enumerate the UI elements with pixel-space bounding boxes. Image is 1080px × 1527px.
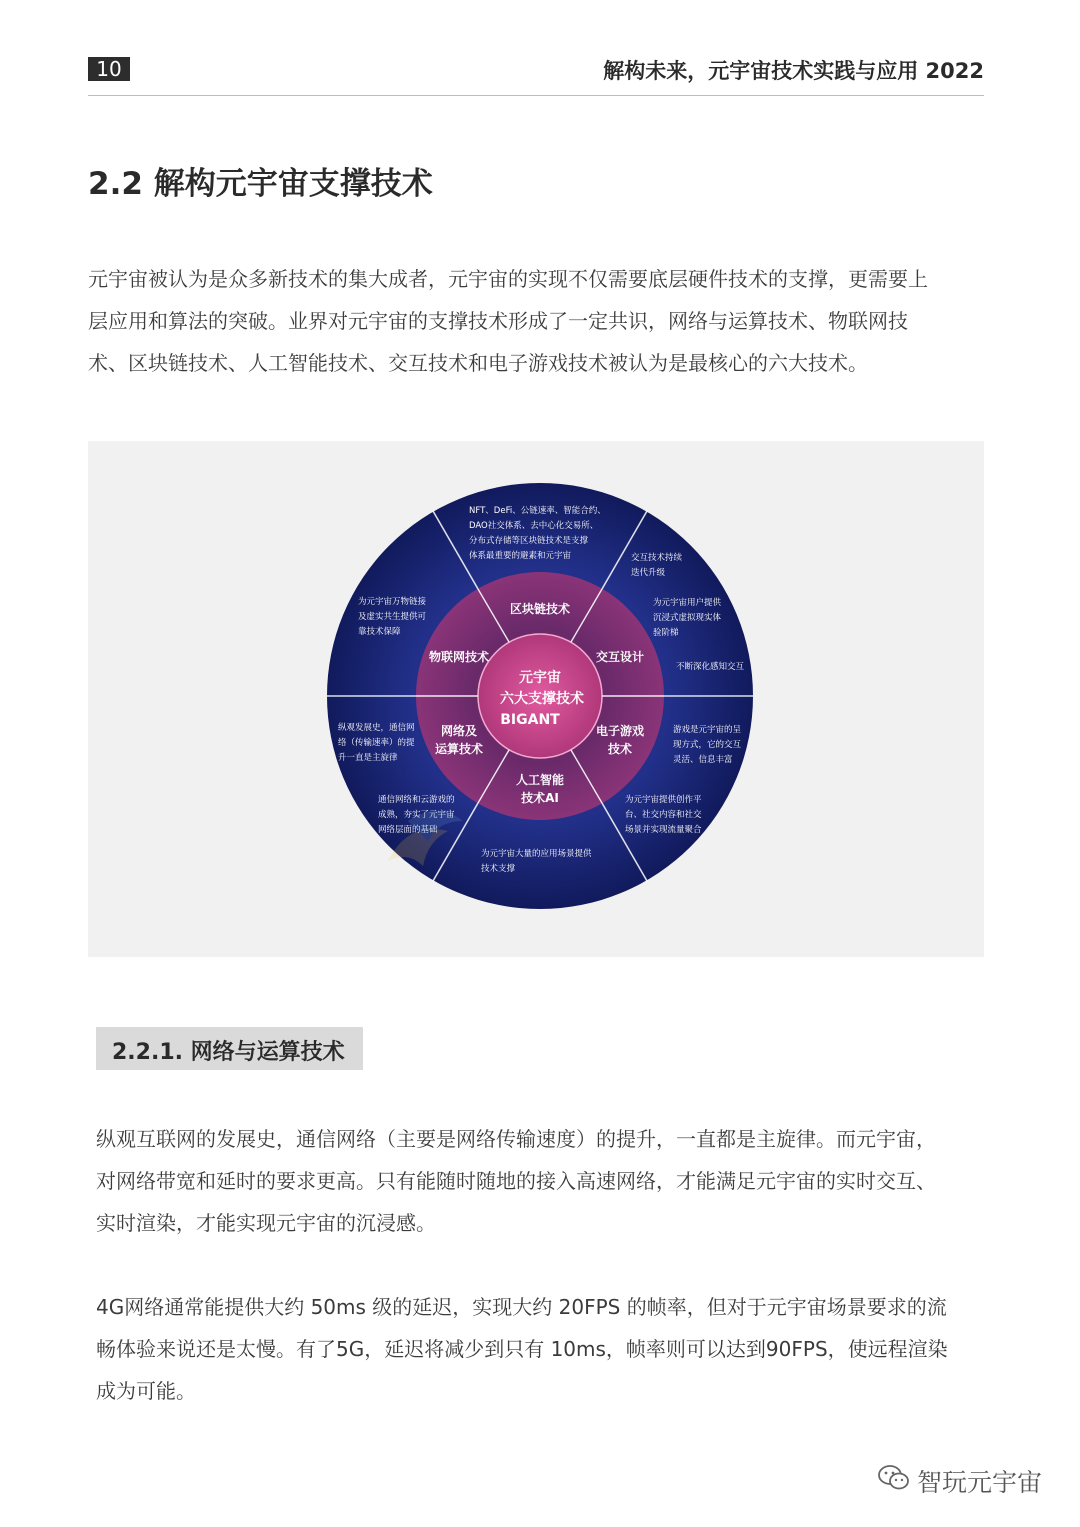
header-divider	[88, 95, 984, 96]
outer-text-left-top: 靠技术保障	[358, 627, 401, 637]
center-line: BIGANT	[500, 712, 560, 728]
figure-panel	[88, 441, 984, 957]
outer-text-left-top: 为元宇宙万物链接	[358, 597, 427, 607]
inner-label-ai: 人工智能	[515, 773, 565, 787]
paragraph-line: 实时渲染，才能实现元宇宙的沉浸感。	[96, 1211, 436, 1235]
intro-line: 层应用和算法的突破。业界对元宇宙的支撑技术形成了一定共识，网络与运算技术、物联网技	[88, 309, 908, 333]
inner-label-interaction: 交互设计	[595, 650, 645, 664]
center-line: 元宇宙	[519, 670, 561, 686]
network-paragraph-1	[96, 1118, 986, 1244]
inner-label-game: 技术	[607, 742, 633, 756]
outer-text-top: NFT、DeFi、公链速率、智能合约、	[469, 506, 606, 516]
outer-text-left-low: 纵观发展史，通信网	[338, 723, 415, 733]
inner-label-blockchain: 区块链技术	[509, 602, 571, 616]
outer-text-right-mid: 不断深化感知交互	[676, 662, 745, 672]
outer-text-bottom-left: 通信网络和云游戏的	[378, 795, 455, 805]
outer-text-right-top-a: 交互技术持续	[631, 553, 683, 563]
subsection-title: 2.2.1. 网络与运算技术	[112, 1040, 345, 1065]
outer-text-bottom-right: 为元宇宙提供创作平	[625, 795, 702, 805]
outer-text-right-top-b: 验阶梯	[653, 628, 679, 638]
inner-label-ai: 技术AI	[521, 791, 559, 805]
paragraph-line: 成为可能。	[96, 1379, 196, 1403]
outer-text-right-top-b: 沉浸式虚拟现实体	[653, 613, 722, 623]
outer-text-bottom-right: 台、社交内容和社交	[625, 810, 702, 820]
inner-label-iot: 物联网技术	[428, 650, 490, 664]
paragraph-line: 4G网络通常能提供大约 50ms 级的延迟，实现大约 20FPS 的帧率，但对于元宇宙场景要求的流	[96, 1295, 947, 1319]
outer-text-right-top-a: 迭代升级	[631, 568, 666, 578]
outer-text-top: 体系最重要的避素和元宇宙	[469, 551, 572, 561]
inner-label-network: 运算技术	[434, 742, 484, 756]
watermark	[877, 1463, 1042, 1499]
paragraph-line: 对网络带宽和延时的要求更高。只有能随时随地的接入高速网络，才能满足元宇宙的实时交互、	[96, 1169, 936, 1193]
outer-text-bottom-left: 网络层面的基础	[378, 825, 438, 835]
six-technologies-diagram	[88, 441, 984, 957]
outer-text-bottom: 为元宇宙大量的应用场景提供	[481, 849, 592, 859]
watermark-text: 智玩元宇宙	[916, 1468, 1042, 1497]
center-line: 六大支撑技术	[500, 691, 584, 707]
outer-text-right-low: 灵活、信息丰富	[673, 755, 733, 765]
outer-text-bottom-left: 成熟，夯实了元宇宙	[378, 810, 455, 820]
paragraph-line: 畅体验来说还是太慢。有了5G，延迟将减少到只有 10ms，帧率则可以达到90FPS，使远程渲染	[96, 1337, 948, 1361]
outer-text-bottom: 技术支撑	[481, 864, 516, 874]
network-paragraph-2	[96, 1286, 986, 1412]
outer-text-top: 分布式存储等区块链技术是支撑	[469, 536, 589, 546]
inner-label-game: 电子游戏	[595, 724, 645, 738]
subsection-heading	[96, 1027, 363, 1070]
page-number: 10	[88, 57, 130, 81]
outer-text-left-low: 络（传输速率）的提	[338, 738, 415, 748]
outer-text-left-top: 及虚实共生提供可	[358, 612, 427, 622]
header-title: 解构未来，元宇宙技术实践与应用 2022	[603, 59, 984, 83]
intro-paragraph	[88, 258, 984, 384]
section-title: 2.2 解构元宇宙支撑技术	[88, 166, 433, 202]
intro-line: 元宇宙被认为是众多新技术的集大成者，元宇宙的实现不仅需要底层硬件技术的支撑，更需要上	[88, 267, 928, 291]
intro-line: 术、区块链技术、人工智能技术、交互技术和电子游戏技术被认为是最核心的六大技术。	[88, 351, 868, 375]
outer-text-top: DAO社交体系、去中心化交易所、	[469, 521, 599, 531]
outer-text-right-low: 游戏是元宇宙的呈	[673, 725, 742, 735]
inner-label-network: 网络及	[440, 724, 478, 738]
outer-text-right-top-b: 为元宇宙用户提供	[653, 598, 722, 608]
wechat-icon	[877, 1463, 911, 1499]
outer-text-bottom-right: 场景并实现流量聚合	[625, 825, 702, 835]
outer-text-left-low: 升一直是主旋律	[338, 753, 398, 763]
outer-text-right-low: 现方式，它的交互	[673, 740, 742, 750]
paragraph-line: 纵观互联网的发展史，通信网络（主要是网络传输速度）的提升，一直都是主旋律。而元宇宙，	[96, 1127, 936, 1151]
